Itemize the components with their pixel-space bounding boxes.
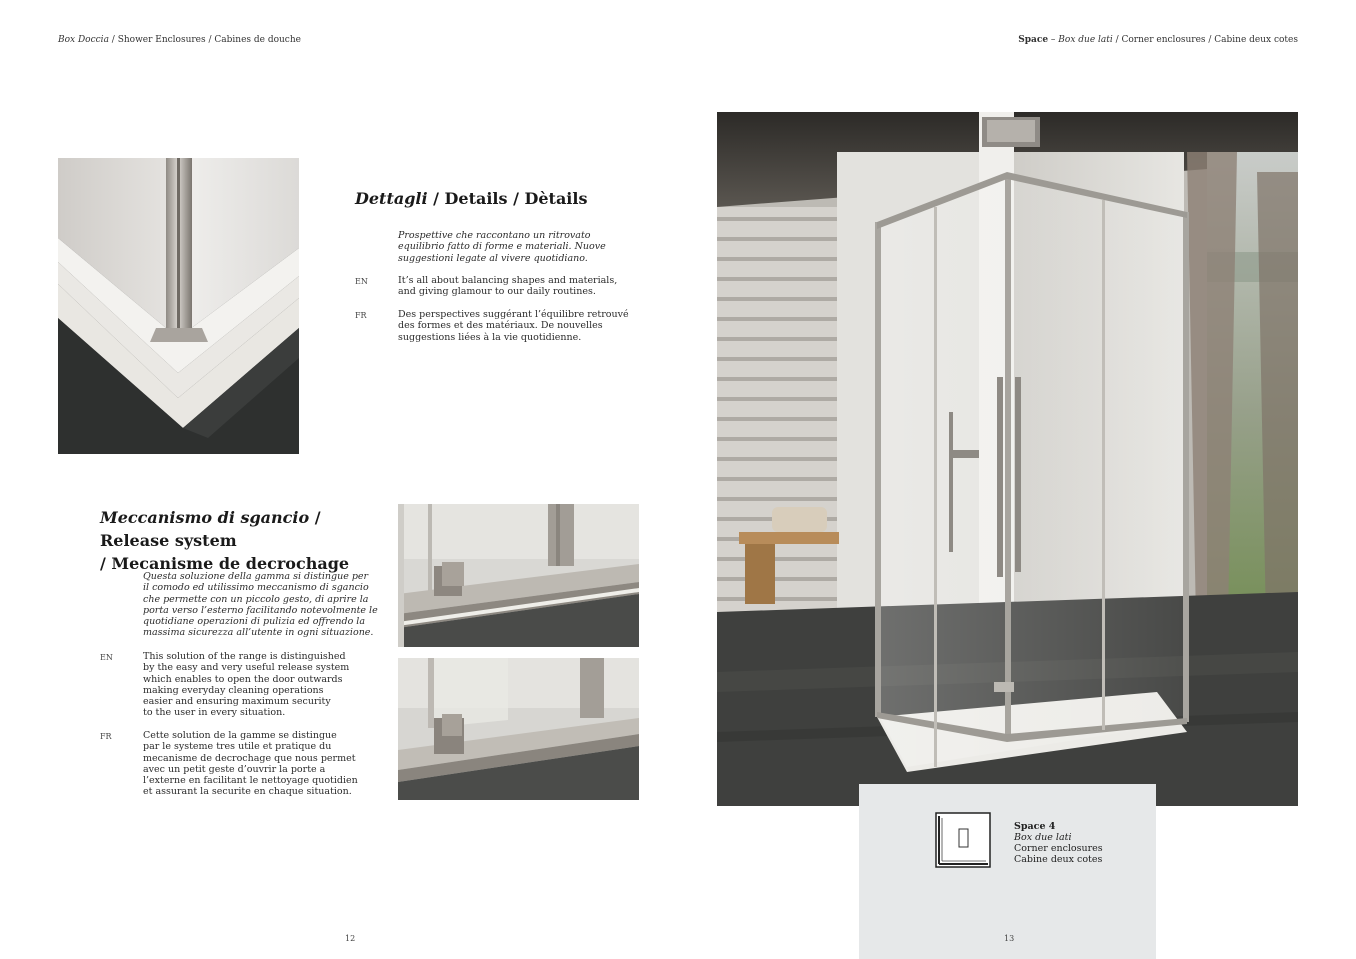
release-en-label: EN (100, 653, 113, 662)
text-line: which enables to open the door outwards (143, 673, 343, 685)
details-title-rest: / Details / Dètails (427, 189, 588, 208)
floor-plan-icon (935, 812, 992, 868)
details-en-label: EN (355, 277, 368, 286)
text-line: and giving glamour to our daily routines. (398, 286, 596, 298)
text-line: par le systeme tres utile et pratique du (143, 741, 332, 753)
release-title-fr: / Mecanisme de decrochage (100, 554, 350, 573)
details-title-it: Dettagli (355, 189, 428, 208)
release-title (100, 506, 390, 575)
text-line: suggestioni legate al vivere quotidiano. (398, 252, 588, 264)
release-fr-text (143, 730, 358, 798)
slatted-wall (717, 207, 847, 617)
text-line: easier and ensuring maximum security (143, 696, 331, 708)
text-line: quotidiane operazioni di pulizia ed offrendo la (143, 616, 366, 628)
text-line: It’s all about balancing shapes and materials, (398, 275, 618, 286)
release-title-line1 (100, 506, 390, 552)
release-mechanism-photo-closed (398, 504, 639, 647)
text-line: che permette con un piccolo gesto, di aprire la (143, 593, 369, 605)
product-card-text (1014, 821, 1103, 865)
text-line: il comodo ed utilissimo meccanismo di sgancio (143, 582, 369, 594)
header-product: Space (1018, 35, 1049, 45)
text-line: Cette solution de la gamme se distingue (143, 730, 337, 741)
header-sep: – (1048, 35, 1059, 45)
release-fr-label: FR (100, 732, 112, 741)
release-en-text (143, 651, 349, 719)
shower-enclosure-photo (717, 112, 1298, 806)
text-line: Questa soluzione della gamma si distingue per (143, 571, 369, 582)
details-title (355, 187, 587, 210)
details-en-text (398, 275, 617, 298)
text-line: suggestions liées à la vie quotidienne. (398, 331, 582, 343)
text-line: et assurant la securite en chaque situation. (143, 786, 352, 798)
details-fr-text (398, 309, 629, 343)
product-type-it: Box due lati (1014, 832, 1072, 843)
details-it-text (398, 230, 606, 264)
page-number-left: 12 (345, 934, 356, 943)
text-line: making everyday cleaning operations (143, 684, 324, 696)
corner-detail-photo (58, 158, 299, 454)
release-it-text (143, 571, 378, 639)
release-title-it: Meccanismo di sgancio (100, 508, 310, 527)
text-line: This solution of the range is distinguished (143, 651, 346, 662)
text-line: by the easy and very useful release system (143, 662, 350, 674)
text-line: equilibrio fatto di forme e materiali. Nuove (398, 241, 606, 253)
header-right-rest: / Corner enclosures / Cabine deux cotes (1112, 35, 1298, 45)
text-line: to the user in every situation. (143, 707, 286, 719)
text-line: Des perspectives suggérant l’équilibre retrouvé (398, 309, 629, 320)
header-right (1018, 35, 1298, 45)
product-type-fr: Cabine deux cotes (1014, 854, 1103, 865)
text-line: massima sicurezza all’utente in ogni situazione. (143, 627, 374, 639)
text-line: porta verso l’esterno facilitando notevolmente le (143, 604, 378, 616)
release-mechanism-photo-open (398, 658, 639, 800)
header-type-it: Box due lati (1058, 35, 1113, 45)
header-series: Box Doccia (58, 35, 109, 45)
product-type-en: Corner enclosures (1014, 843, 1103, 854)
text-line: l’externe en facilitant le nettoyage quotidien (143, 775, 358, 787)
text-line: des formes et des matériaux. De nouvelles (398, 320, 603, 332)
header-left-rest: / Shower Enclosures / Cabines de douche (108, 35, 301, 45)
release-title-en: / Release system (100, 508, 321, 550)
page-number-right: 13 (1004, 934, 1015, 943)
product-card (859, 784, 1156, 959)
shower-enclosure (875, 172, 1189, 767)
product-name: Space 4 (1014, 821, 1056, 832)
header-left (58, 35, 301, 45)
details-fr-label: FR (355, 311, 367, 320)
text-line: mecanisme de decrochage que nous permet (143, 752, 356, 764)
text-line: Prospettive che raccontano un ritrovato (398, 230, 591, 241)
text-line: avec un petit geste d’ouvrir la porte a (143, 763, 326, 775)
